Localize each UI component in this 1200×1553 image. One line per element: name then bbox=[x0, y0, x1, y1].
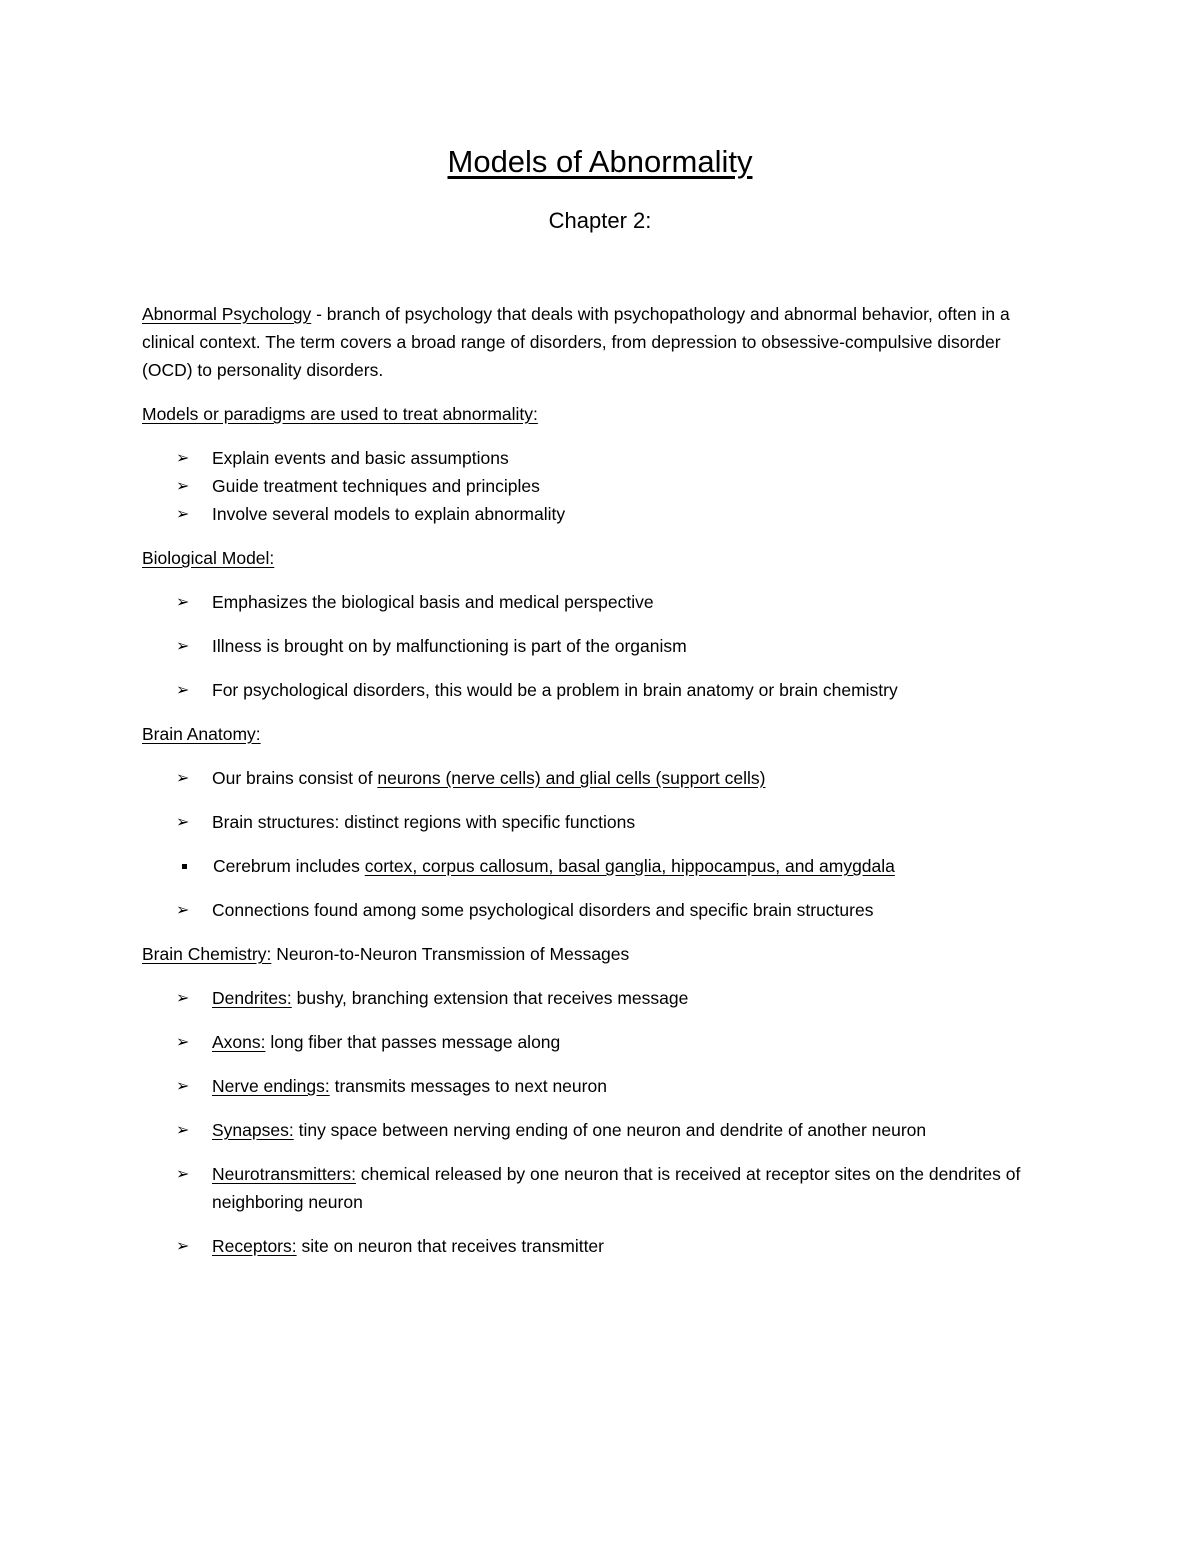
models-list bbox=[142, 444, 1042, 528]
list-item-text: Our brains consist of bbox=[212, 768, 378, 788]
list-item bbox=[142, 1232, 1042, 1260]
arrow-bullet-icon: ➢ bbox=[176, 1032, 190, 1051]
chemistry-list bbox=[142, 984, 1042, 1260]
arrow-bullet-icon: ➢ bbox=[176, 1076, 190, 1095]
list-item bbox=[142, 896, 1042, 924]
arrow-bullet-icon: ➢ bbox=[176, 680, 190, 699]
list-item-text: chemical released by one neuron that is received at receptor sites on the dendrites of neighboring neuron bbox=[212, 1164, 1021, 1212]
arrow-bullet-icon: ➢ bbox=[176, 768, 190, 787]
list-item-text: Involve several models to explain abnormality bbox=[212, 504, 566, 524]
list-item bbox=[142, 808, 1042, 880]
sub-item-underlined: cortex, corpus callosum, basal ganglia, hippocampus, and amygdala bbox=[364, 856, 895, 876]
arrow-bullet-icon: ➢ bbox=[176, 988, 190, 1007]
list-item-text: Explain events and basic assumptions bbox=[212, 448, 509, 468]
chemistry-heading bbox=[142, 940, 1042, 968]
arrow-bullet-icon: ➢ bbox=[176, 476, 190, 495]
arrow-bullet-icon: ➢ bbox=[176, 1236, 190, 1255]
list-item bbox=[142, 1116, 1042, 1144]
list-item bbox=[142, 1028, 1042, 1056]
list-item-text: Emphasizes the biological basis and medical perspective bbox=[212, 592, 654, 612]
intro-text: - branch of psychology that deals with psychopathology and abnormal behavior, often in a clinical context. The term covers a broad range of disorders, from depression to obsessive-compulsive disorder (OCD) to personality disorders. bbox=[142, 304, 1010, 380]
chapter-subtitle: Chapter 2: bbox=[548, 208, 652, 233]
list-item-term: Synapses: bbox=[212, 1120, 294, 1140]
list-item-text: long fiber that passes message along bbox=[265, 1032, 561, 1052]
list-item bbox=[142, 764, 1042, 792]
list-item-text: Brain structures: distinct regions with specific functions bbox=[212, 812, 636, 832]
arrow-bullet-icon: ➢ bbox=[176, 900, 190, 919]
biological-list bbox=[142, 588, 1042, 704]
document-body bbox=[142, 300, 1042, 1276]
list-item bbox=[142, 676, 1042, 704]
list-item-text: tiny space between nerving ending of one neuron and dendrite of another neuron bbox=[293, 1120, 927, 1140]
list-item bbox=[142, 472, 1042, 500]
list-item-term: Dendrites: bbox=[212, 988, 292, 1008]
anatomy-heading: Brain Anatomy: bbox=[142, 724, 261, 744]
sub-list-item bbox=[142, 852, 1042, 880]
arrow-bullet-icon: ➢ bbox=[176, 1120, 190, 1139]
list-item-text: transmits messages to next neuron bbox=[329, 1076, 607, 1096]
sub-item-text: Cerebrum includes bbox=[213, 856, 365, 876]
list-item-text: site on neuron that receives transmitter bbox=[296, 1236, 604, 1256]
arrow-bullet-icon: ➢ bbox=[176, 812, 190, 831]
list-item-term: Neurotransmitters: bbox=[212, 1164, 356, 1184]
arrow-bullet-icon: ➢ bbox=[176, 504, 190, 523]
intro-term: Abnormal Psychology bbox=[142, 304, 312, 324]
list-item-term: Receptors: bbox=[212, 1236, 297, 1256]
list-item-term: Axons: bbox=[212, 1032, 266, 1052]
anatomy-list bbox=[142, 764, 1042, 924]
list-item bbox=[142, 444, 1042, 472]
list-item bbox=[142, 588, 1042, 616]
square-bullet-icon bbox=[182, 864, 187, 869]
chemistry-heading-term: Brain Chemistry: bbox=[142, 944, 272, 964]
chemistry-heading-rest: Neuron-to-Neuron Transmission of Messages bbox=[271, 944, 630, 964]
list-item-term: Nerve endings: bbox=[212, 1076, 330, 1096]
list-item bbox=[142, 1160, 1042, 1216]
list-item-text: bushy, branching extension that receives message bbox=[291, 988, 689, 1008]
list-item-text: For psychological disorders, this would be a problem in brain anatomy or brain chemistry bbox=[212, 680, 898, 700]
intro-paragraph bbox=[142, 300, 1042, 384]
arrow-bullet-icon: ➢ bbox=[176, 1164, 190, 1183]
page-title: Models of Abnormality bbox=[447, 144, 753, 179]
list-item-text: Guide treatment techniques and principles bbox=[212, 476, 540, 496]
list-item-text: Connections found among some psychological disorders and specific brain structures bbox=[212, 900, 874, 920]
biological-heading: Biological Model: bbox=[142, 548, 275, 568]
arrow-bullet-icon: ➢ bbox=[176, 592, 190, 611]
anatomy-sublist bbox=[142, 852, 1042, 880]
arrow-bullet-icon: ➢ bbox=[176, 448, 190, 467]
list-item bbox=[142, 500, 1042, 528]
list-item-underlined: neurons (nerve cells) and glial cells (support cells) bbox=[377, 768, 766, 788]
list-item bbox=[142, 984, 1042, 1012]
list-item-text: Illness is brought on by malfunctioning is part of the organism bbox=[212, 636, 687, 656]
list-item bbox=[142, 632, 1042, 660]
arrow-bullet-icon: ➢ bbox=[176, 636, 190, 655]
list-item bbox=[142, 1072, 1042, 1100]
models-heading: Models or paradigms are used to treat abnormality: bbox=[142, 404, 538, 424]
